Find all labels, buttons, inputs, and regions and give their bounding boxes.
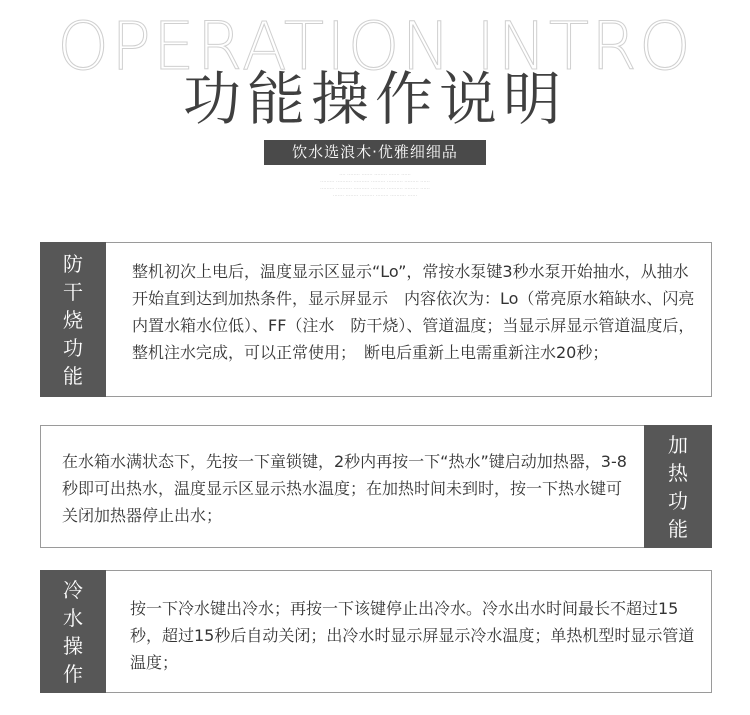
label-char: 干	[63, 279, 83, 304]
section-text-dry-burn: 整机初次上电后，温度显示区显示“Lo”，常按水泵键3秒水泵开始抽水，从抽水开始直到达到加热条件，显示屏显示 内容依次为：Lo（常亮原水箱缺水、闪亮内置水箱水位低）、FF（注水 防干烧）、管道温度；当显示屏显示管道温度后，整机注水完成，可以正常使用； 断电后重新上电需重新注水20秒；	[132, 262, 695, 362]
label-char: 功	[668, 488, 688, 513]
label-char: 能	[63, 363, 83, 388]
section-label-cold-water	[40, 570, 106, 693]
label-char: 功	[63, 335, 83, 360]
decorative-fineprint: ···· ········ ······· ········ ······· ······ ········· ·········· ·········· ········· ·········· ········· ······ ········· ·········· ·········· ········· ·········· ········· ······ ······· ········ ········· ········ ·········· ······	[320, 172, 430, 199]
label-char: 操	[63, 633, 83, 658]
subtitle-banner: 饮水选浪木·优雅细细品	[264, 140, 486, 165]
label-char: 水	[63, 605, 83, 630]
label-char: 热	[668, 460, 688, 485]
label-char: 烧	[63, 307, 83, 332]
label-char: 能	[668, 516, 688, 541]
section-label-dry-burn	[40, 242, 106, 397]
section-text-cold-water: 按一下冷水键出冷水；再按一下该键停止出冷水。冷水出水时间最长不超过15秒，超过15秒后自动关闭；出冷水时显示屏显示冷水温度；单热机型时显示管道温度；	[130, 599, 695, 672]
page-title: 功能操作说明	[182, 65, 567, 133]
label-char: 作	[63, 661, 83, 686]
label-char: 防	[63, 251, 83, 276]
label-char: 加	[668, 432, 688, 457]
label-char: 冷	[63, 577, 83, 602]
background-title: OPERATION INTRO	[57, 8, 693, 85]
section-label-heating	[644, 425, 712, 548]
section-text-heating: 在水箱水满状态下，先按一下童锁键，2秒内再按一下“热水”键启动加热器，3-8秒即可出热水，温度显示区显示热水温度；在加热时间未到时，按一下热水键可关闭加热器停止出水；	[62, 452, 627, 525]
